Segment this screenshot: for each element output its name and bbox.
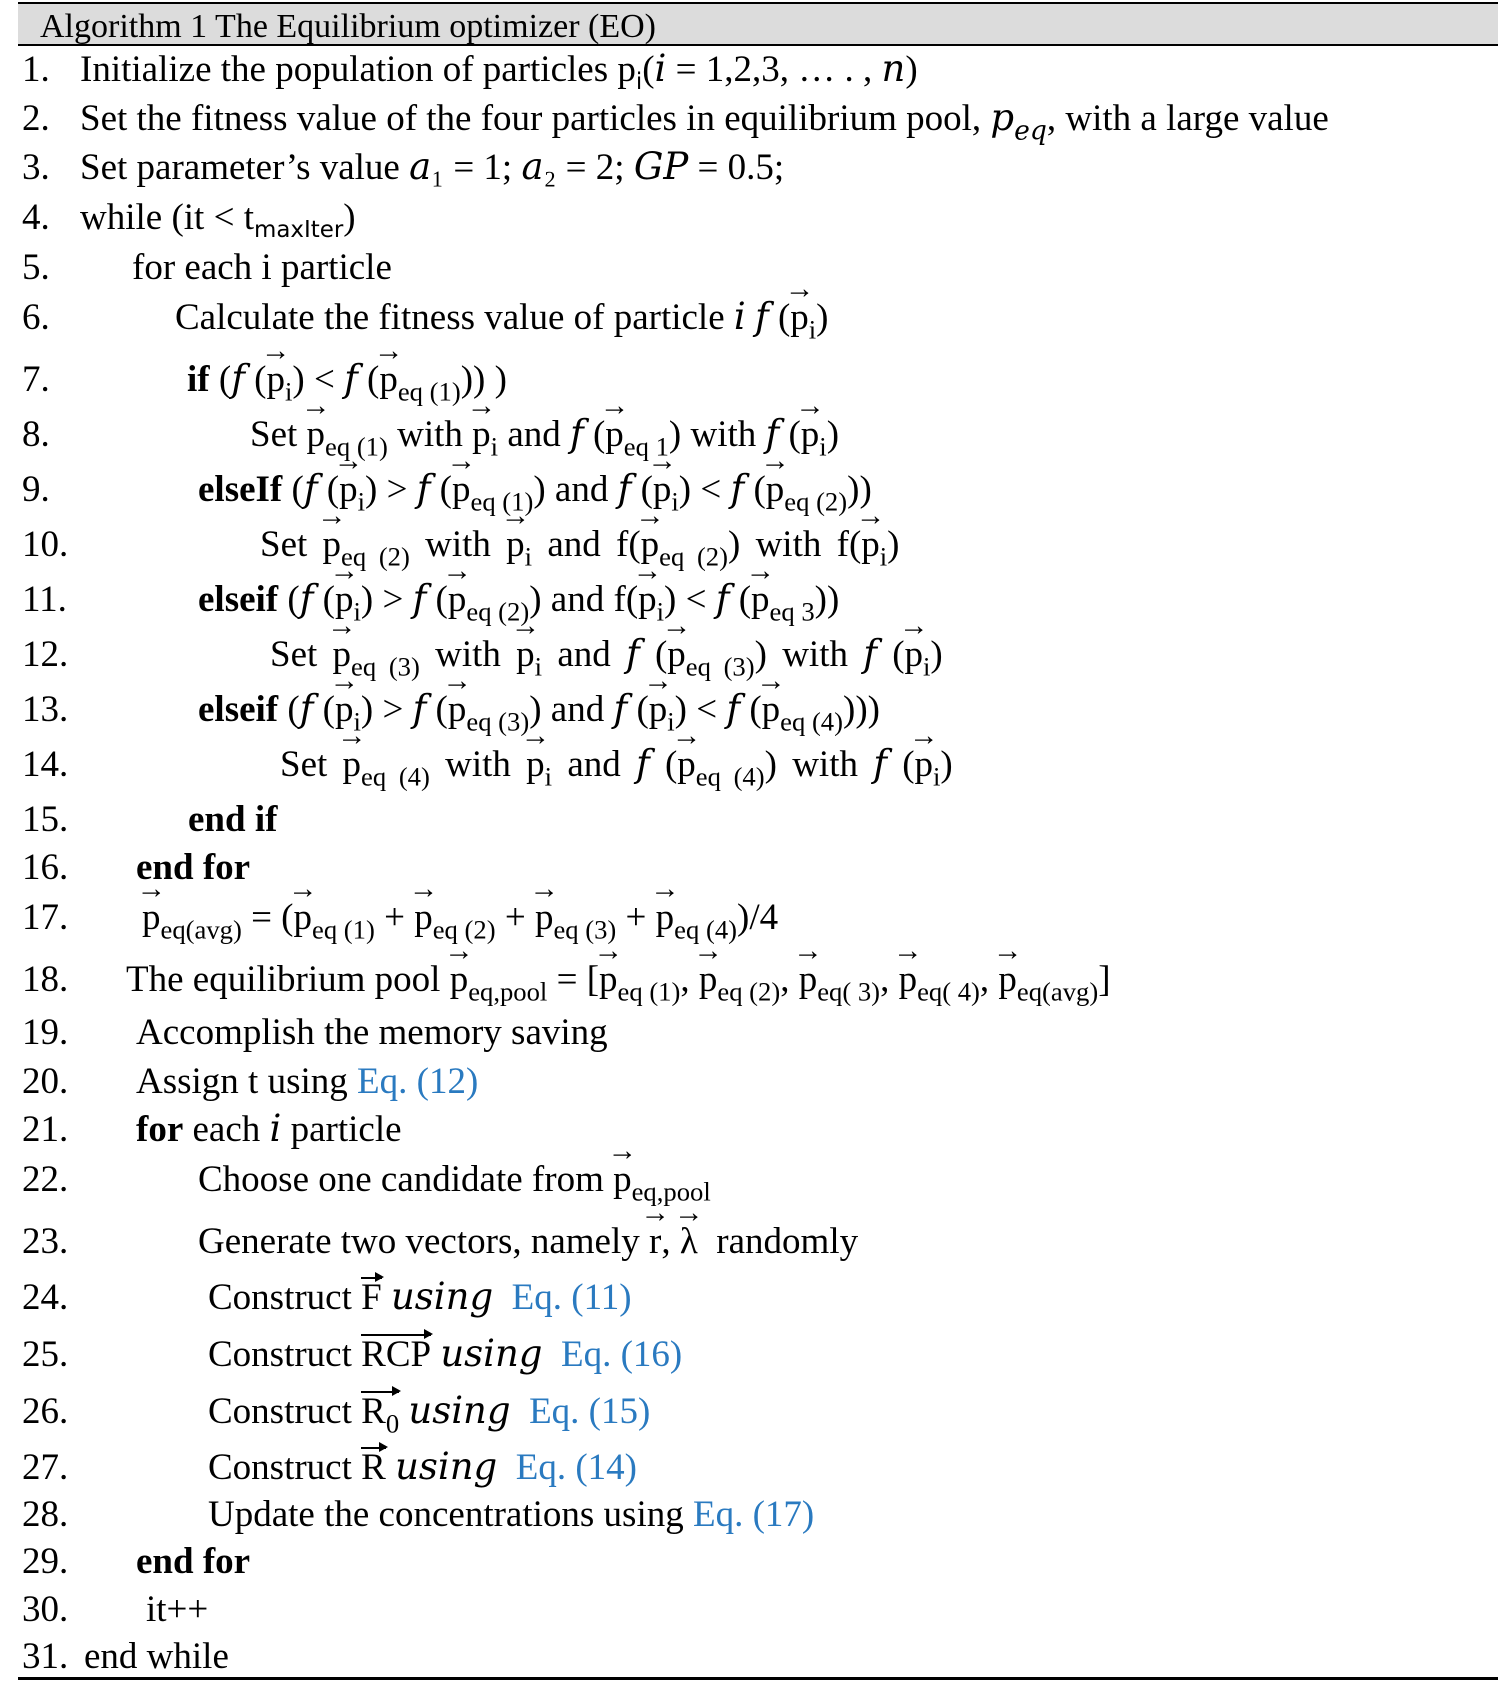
line-number: 10.: [22, 524, 69, 565]
line-text: elseif (𝑓 (→ $p_i$) > 𝑓 (→ $p_{eq (2)}$) and $f(\to p_i)$ < 𝑓 (→ $p_{eq 3}$)): [198, 575, 839, 625]
line-number: 31.: [22, 1636, 69, 1677]
line-number: 15.: [22, 799, 69, 840]
line-text: Accomplish the memory saving: [136, 1012, 608, 1053]
algo-line-31: [0, 1632, 1498, 1682]
algo-line-19: [0, 1008, 1498, 1058]
line-text: for each i particle: [132, 247, 392, 288]
algo-line-18: [0, 955, 1498, 1005]
algo-line-11: [0, 575, 1498, 625]
line-text: Generate two vectors, namely → r, → λ randomly: [198, 1217, 858, 1267]
algo-line-17: [0, 893, 1498, 943]
algo-line-6: [0, 293, 1498, 343]
title-bar: [18, 4, 1498, 46]
line-number: 2.: [22, 98, 50, 139]
algo-line-7: [0, 355, 1498, 405]
algo-line-8: [0, 410, 1498, 460]
line-number: 12.: [22, 634, 69, 675]
line-number: 27.: [22, 1447, 69, 1488]
eq-17-link[interactable]: Eq. (17): [692, 1494, 815, 1535]
line-text: Construct R 𝑢𝑠𝑖𝑛𝑔 Eq. (14): [208, 1443, 637, 1493]
line-number: 6.: [22, 297, 50, 338]
algo-line-1: [0, 45, 1498, 95]
algo-line-16: [0, 843, 1498, 893]
algo-line-5: [0, 243, 1498, 293]
eq-15-link[interactable]: Eq. (15): [529, 1391, 651, 1432]
algo-line-28: [0, 1490, 1498, 1540]
line-number: 20.: [22, 1061, 69, 1102]
line-text: → $p_{eq(avg)}$ = (→ $p_{eq (1)}$ + → $p_{eq (2)}$ + → $p_{eq (3)}$ + → $p_{eq (4)})/4$: [142, 893, 778, 943]
algorithm-title: Algorithm 1 The Equilibrium optimizer (EO): [40, 8, 656, 45]
line-number: 14.: [22, 744, 69, 785]
line-number: 17.: [22, 897, 69, 938]
line-text: end for: [136, 847, 251, 888]
algo-line-20: [0, 1057, 1498, 1107]
line-text: end if: [188, 799, 278, 840]
line-text: end for: [136, 1541, 251, 1582]
line-text: Set parameter’s value 𝑎₁ = 1; 𝑎₂ = 2; 𝐺𝑃 = 0.5;: [80, 147, 785, 188]
line-text: The equilibrium pool → $p_{eq,pool}$ = [→ $p_{eq (1)}$, → $p_{eq (2)}$, → $p_{eq( 3)}$, → $p_{eq( 4)}$, → $p_{eq(avg)}$]: [126, 955, 1111, 1005]
line-text: end while: [84, 1636, 229, 1677]
algo-line-30: [0, 1585, 1498, 1635]
line-number: 25.: [22, 1334, 69, 1375]
bottom-rule: [18, 1677, 1498, 1680]
line-number: 18.: [22, 959, 69, 1000]
algo-line-26: [0, 1387, 1498, 1437]
line-text: elseif (𝑓 (→ $p_i$) > 𝑓 (→ $p_{eq (3)}$) and 𝑓 (→ $p_i$) < 𝑓 (→ $p_{eq (4)}$))): [198, 685, 880, 735]
line-number: 1.: [22, 49, 50, 90]
line-text: while $(it < t_{maxIter})$: [80, 197, 356, 244]
algo-line-27: [0, 1443, 1498, 1493]
algo-line-15: [0, 795, 1498, 845]
line-number: 4.: [22, 197, 50, 238]
line-number: 9.: [22, 469, 50, 510]
line-number: 8.: [22, 414, 50, 455]
algo-line-14: [0, 740, 1498, 790]
algo-line-9: [0, 465, 1498, 515]
algo-line-21: [0, 1105, 1498, 1155]
line-number: 23.: [22, 1221, 69, 1262]
line-text: Construct RCP 𝑢𝑠𝑖𝑛𝑔 Eq. (16): [208, 1330, 682, 1380]
line-text: Construct $R_0$ 𝑢𝑠𝑖𝑛𝑔 Eq. (15): [208, 1387, 650, 1437]
algo-line-3: [0, 143, 1498, 193]
algo-line-4: [0, 193, 1498, 243]
algo-line-12: [0, 630, 1498, 680]
line-text: Set → $p_{eq (3)}$ with → $p_i$ and 𝑓 (→ $p_{eq (3)}$) with 𝑓 (→ $p_i$): [270, 630, 943, 680]
line-number: 26.: [22, 1391, 69, 1432]
line-number: 16.: [22, 847, 69, 888]
algo-line-13: [0, 685, 1498, 735]
line-number: 22.: [22, 1159, 69, 1200]
line-number: 3.: [22, 147, 50, 188]
line-number: 29.: [22, 1541, 69, 1582]
line-text: Set the fitness value of the four particles in equilibrium pool, 𝑝$_{𝑒𝑞}$, with a large value: [80, 98, 1329, 146]
algo-line-23: [0, 1217, 1498, 1267]
line-text: Initialize the population of particles $p_i(𝑖 = 1,2,3$, … . , 𝑛): [80, 49, 918, 96]
line-number: 24.: [22, 1277, 69, 1318]
line-text: Assign t using Eq. (12): [136, 1061, 479, 1102]
line-text: Set → $p_{eq (2)}$ with → $p_i$ and $f(\to p_{eq (2)})$ with $f(\to p_i)$: [260, 520, 900, 570]
line-text: Calculate the fitness value of particle 𝑖 𝑓 (→ $p_i$): [175, 293, 829, 343]
line-number: 7.: [22, 359, 50, 400]
line-text: if (𝑓 (→ $p_i$) < 𝑓 (→ $p_{eq (1)}$)) ): [187, 355, 507, 405]
line-text: Choose one candidate from → $p_{eq,pool}$: [198, 1155, 711, 1205]
eq-11-link[interactable]: Eq. (11): [511, 1277, 632, 1318]
line-number: 30.: [22, 1589, 69, 1630]
line-number: 28.: [22, 1494, 69, 1535]
line-number: 21.: [22, 1109, 69, 1150]
line-text: it++: [146, 1589, 209, 1630]
line-number: 13.: [22, 689, 69, 730]
line-number: 5.: [22, 247, 50, 288]
algo-line-2: [0, 94, 1498, 144]
line-text: for each 𝑖 particle: [136, 1109, 402, 1150]
line-number: 11.: [22, 579, 67, 620]
algo-line-29: [0, 1537, 1498, 1587]
line-text: elseIf (𝑓 (→ $p_i$) > 𝑓 (→ $p_{eq (1)}$) and 𝑓 (→ $p_i$) < 𝑓 (→ $p_{eq (2)}$)): [198, 465, 872, 515]
eq-12-link[interactable]: Eq. (12): [357, 1061, 479, 1102]
algo-line-25: [0, 1330, 1498, 1380]
line-text: Update the concentrations using Eq. (17): [208, 1494, 815, 1535]
line-number: 19.: [22, 1012, 69, 1053]
eq-14-link[interactable]: Eq. (14): [515, 1447, 637, 1488]
eq-16-link[interactable]: Eq. (16): [561, 1334, 683, 1375]
algo-line-24: [0, 1273, 1498, 1323]
algo-line-22: [0, 1155, 1498, 1205]
line-text: Set → $p_{eq (1)}$ with → $p_i$ and 𝑓 (→ $p_{eq 1}$) with 𝑓 (→ $p_i$): [250, 410, 839, 460]
line-text: Construct F 𝑢𝑠𝑖𝑛𝑔 Eq. (11): [208, 1273, 632, 1323]
line-text: Set → $p_{eq (4)}$ with → $p_i$ and 𝑓 (→ $p_{eq (4)}$) with 𝑓 (→ $p_i$): [280, 740, 953, 790]
